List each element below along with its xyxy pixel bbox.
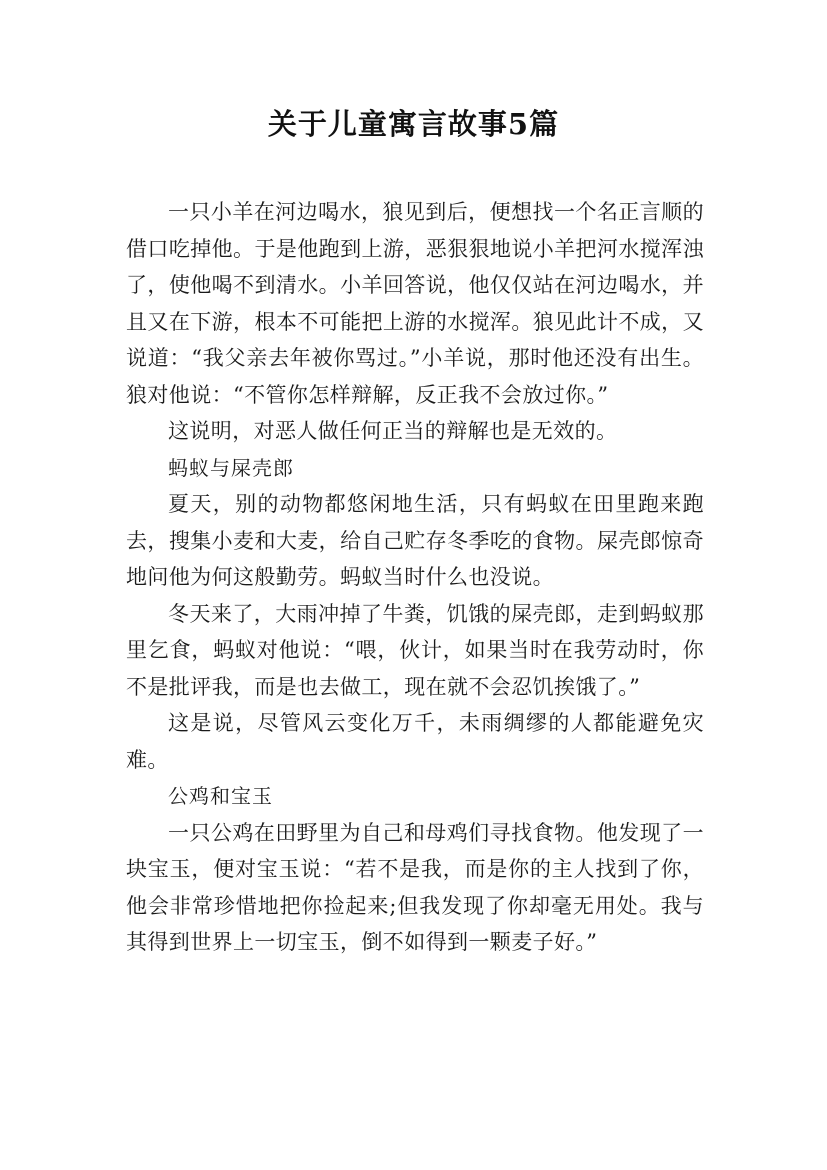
story-heading-rooster: 公鸡和宝玉 [168,784,273,808]
story-paragraph: 夏天，别的动物都悠闲地生活，只有蚂蚁在田里跑来跑去，搜集小麦和大麦，给自己贮存冬季吃的食物。屎壳郎惊奇地问他为何这般勤劳。蚂蚁当时什么也没说。 [126,492,704,589]
document-body [126,194,704,961]
document-title: 关于儿童寓言故事5篇 [267,107,560,141]
story-paragraph: 冬天来了，大雨冲掉了牛粪，饥饿的屎壳郎，走到蚂蚁那里乞食，蚂蚁对他说：“喂，伙计，如果当时在我劳动时，你不是批评我，而是也去做工，现在就不会忍饥挨饿了。” [126,601,704,699]
story-heading-ant: 蚂蚁与屎壳郎 [168,455,294,480]
story-paragraph: 一只公鸡在田野里为自己和母鸡们寻找食物。他发现了一块宝玉，便对宝玉说：“若不是我，而是你的主人找到了你，他会非常珍惜地把你捡起来;但我发现了你却毫无用处。我与其得到世界上一切宝玉，倒不如得到一颗麦子好。” [126,820,704,954]
moral-paragraph: 这是说，尽管风云变化万千，未雨绸缪的人都能避免灾难。 [126,711,704,772]
moral-paragraph: 这说明，对恶人做任何正当的辩解也是无效的。 [168,419,618,443]
story-paragraph: 一只小羊在河边喝水，狼见到后，便想找一个名正言顺的借口吃掉他。于是他跑到上游，恶狠狠地说小羊把河水搅浑浊了，使他喝不到清水。小羊回答说，他仅仅站在河边喝水，并且又在下游，根本不可能把上游的水搅浑。狼见此计不成，又说道：“我父亲去年被你骂过。”小羊说，那时他还没有出生。狼对他说：“不管你怎样辩解，反正我不会放过你。” [126,200,704,407]
